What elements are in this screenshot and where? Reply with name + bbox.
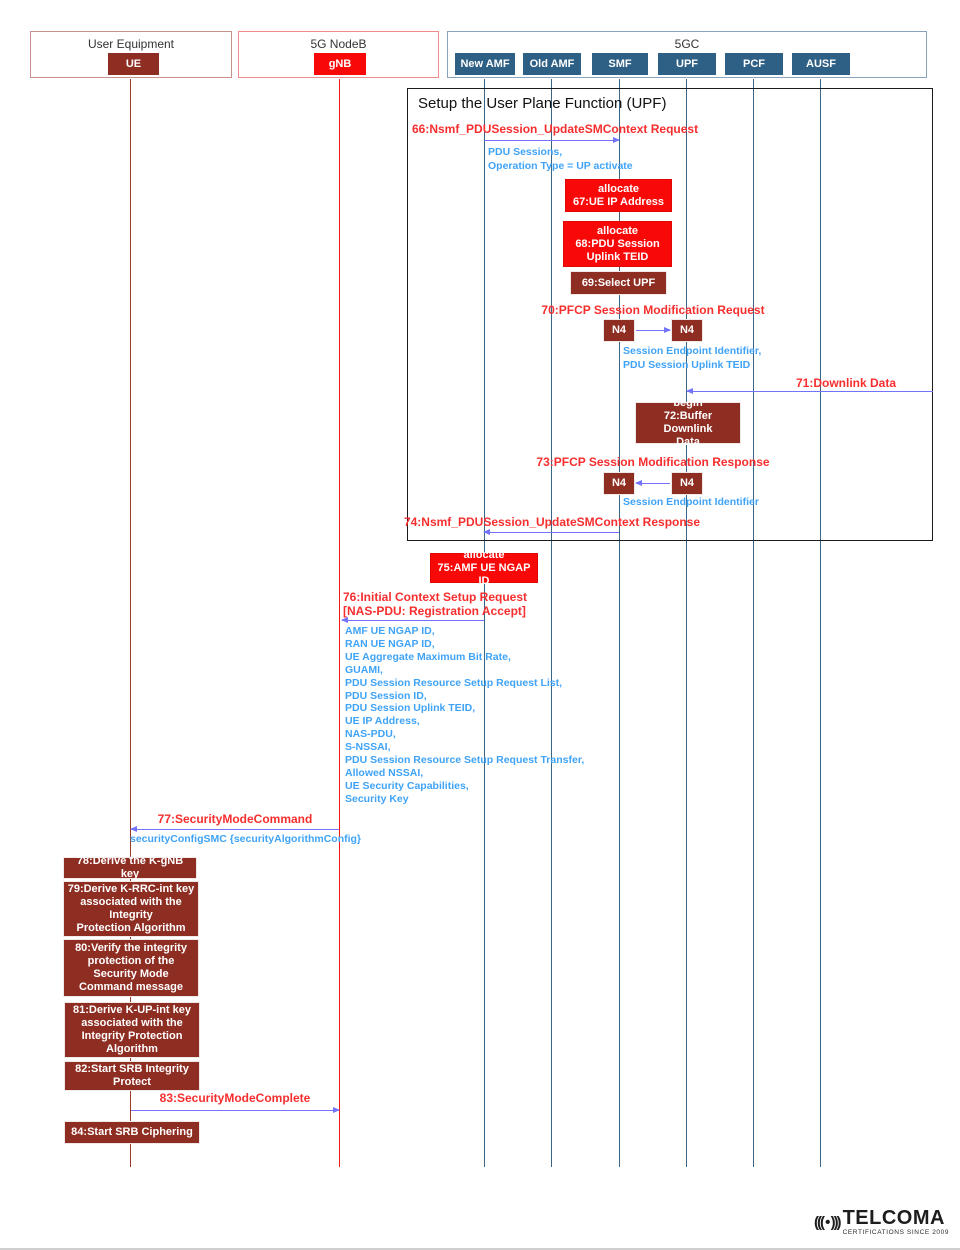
message-71-arrow [687, 391, 933, 392]
action-line: 79:Derive K-RRC-int key [67, 883, 195, 895]
param-line: UE IP Address, [345, 715, 420, 728]
action-78-derive-kgnb [63, 857, 197, 879]
action-line: begin [673, 397, 703, 409]
action-line: associated with the [81, 1017, 183, 1029]
action-line: allocate [597, 224, 638, 237]
radio-waves-icon: ((( • ))) [814, 1213, 840, 1231]
action-67-allocate-ue-ip [565, 179, 672, 212]
action-line: Algorithm [106, 1043, 158, 1055]
actor-ue: UE [108, 53, 159, 75]
param-line: GUAMI, [345, 663, 383, 676]
message-73-label: 73:PFCP Session Modification Response [536, 455, 770, 469]
action-line: 82:Start SRB Integrity [75, 1063, 189, 1075]
note-line: Operation Type = UP activate [488, 159, 633, 172]
action-line: 84:Start SRB Ciphering [71, 1126, 193, 1138]
message-70-note [623, 345, 761, 372]
message-73-note [623, 496, 759, 510]
group-title-user-equipment: User Equipment [87, 37, 175, 51]
actor-pcf: PCF [725, 53, 783, 75]
message-76-params [345, 625, 584, 806]
actor-old-amf: Old AMF [523, 53, 581, 75]
action-79-derive-krrc-int [63, 881, 199, 937]
action-line: Security Mode [93, 968, 169, 980]
note-line: PDU Sessions, [488, 146, 563, 158]
param-line: AMF UE NGAP ID, [345, 625, 435, 637]
action-line: 78:Derive the K-gNB key [76, 855, 184, 880]
action-line: 75:AMF UE NGAP ID [437, 561, 531, 587]
action-line: associated with the [80, 896, 182, 908]
action-line: Command message [79, 981, 183, 993]
action-81-derive-kup-int [64, 1002, 200, 1058]
message-77-note: securityConfigSMC {securityAlgorithmConfig} [130, 833, 362, 845]
action-line: Data [676, 436, 700, 448]
lifeline-gnb [339, 79, 340, 1167]
message-70-label: 70:PFCP Session Modification Request [541, 303, 765, 317]
action-line: allocate [598, 182, 639, 195]
param-line: NAS-PDU, [345, 728, 396, 741]
action-line: 80:Verify the integrity [75, 942, 187, 954]
action-80-verify-integrity [63, 939, 199, 997]
message-83-arrow [131, 1110, 339, 1111]
action-line: Protection Algorithm [76, 922, 186, 934]
action-72-buffer-downlink [635, 397, 741, 448]
group-title-5gc: 5GC [674, 37, 700, 51]
message-77-label: 77:SecurityModeCommand [157, 812, 313, 826]
group-title-5g-nodeb: 5G NodeB [310, 37, 367, 51]
message-74-label: 74:Nsmf_PDUSession_UpdateSMContext Response [403, 515, 701, 529]
action-line: 72:Buffer Downlink [663, 410, 713, 435]
action-68-allocate-uplink-teid [563, 221, 672, 267]
action-82-start-srb-integrity [64, 1061, 200, 1091]
message-83-label: 83:SecurityModeComplete [159, 1091, 311, 1105]
label-line: [NAS-PDU: Registration Accept] [343, 604, 526, 618]
param-line: PDU Session Resource Setup Request Transfer, [345, 754, 585, 767]
action-line: Protect [113, 1076, 151, 1088]
param-line: PDU Session ID, [345, 689, 427, 702]
message-74-arrow [484, 532, 619, 533]
action-69-select-upf [570, 271, 667, 295]
action-line: Integrity Protection [81, 1030, 183, 1042]
message-66-note [488, 146, 633, 173]
frame-title: Setup the User Plane Function (UPF) [418, 95, 667, 112]
action-75-allocate-ngap-id [430, 548, 538, 587]
action-line: 81:Derive K-UP-int key [73, 1004, 191, 1016]
n4-endpoint-smf: N4 [603, 319, 635, 342]
participant-group-5g-nodeb [238, 31, 439, 78]
message-66-label: 66:Nsmf_PDUSession_UpdateSMContext Request [412, 122, 699, 136]
param-line: PDU Session Uplink TEID, [345, 702, 476, 715]
actor-upf: UPF [658, 53, 716, 75]
action-line: 69:Select UPF [581, 276, 656, 289]
note-line: PDU Session Uplink TEID [623, 358, 751, 371]
label-line: 76:Initial Context Setup Request [343, 590, 528, 604]
action-line: protection of the [87, 955, 175, 967]
message-76-arrow [342, 620, 484, 621]
actor-ausf: AUSF [792, 53, 850, 75]
param-line: UE Security Capabilities, [345, 779, 469, 792]
message-66-arrow [484, 140, 619, 141]
logo-text [843, 1208, 950, 1237]
param-line: Security Key [345, 792, 409, 805]
param-line: PDU Session Resource Setup Request List, [345, 676, 563, 689]
logo-name: TELCOMA [842, 1206, 945, 1229]
message-76-label [343, 590, 527, 618]
actor-new-amf: New AMF [455, 53, 515, 75]
logo-tagline: CERTIFICATIONS SINCE 2009 [842, 1228, 950, 1236]
actor-smf: SMF [592, 53, 648, 75]
message-71-label: 71:Downlink Data [795, 376, 897, 390]
n4-endpoint-smf-2: N4 [603, 472, 635, 495]
action-line: 67:UE IP Address [572, 195, 665, 208]
param-line: S-NSSAI, [345, 741, 391, 754]
actor-gnb: gNB [314, 53, 366, 75]
param-line: RAN UE NGAP ID, [345, 637, 435, 650]
action-line: 68:PDU Session [575, 237, 660, 250]
param-line: Allowed NSSAI, [345, 766, 424, 779]
action-line: allocate [463, 548, 505, 561]
n4-endpoint-upf: N4 [671, 319, 703, 342]
message-73-arrow [636, 483, 670, 484]
participant-group-5gc [447, 31, 927, 78]
action-line: Integrity [109, 909, 153, 921]
participant-group-user-equipment [30, 31, 232, 78]
param-line: UE Aggregate Maximum Bit Rate, [345, 650, 511, 663]
message-70-arrow [636, 330, 670, 331]
action-84-start-srb-ciphering [64, 1121, 200, 1144]
note-line: Session Endpoint Identifier [623, 496, 759, 508]
note-line: Session Endpoint Identifier, [623, 345, 762, 357]
n4-endpoint-upf-2: N4 [671, 472, 703, 495]
action-line: Uplink TEID [586, 250, 649, 263]
telcoma-logo [814, 1200, 954, 1244]
message-77-arrow [131, 829, 339, 830]
